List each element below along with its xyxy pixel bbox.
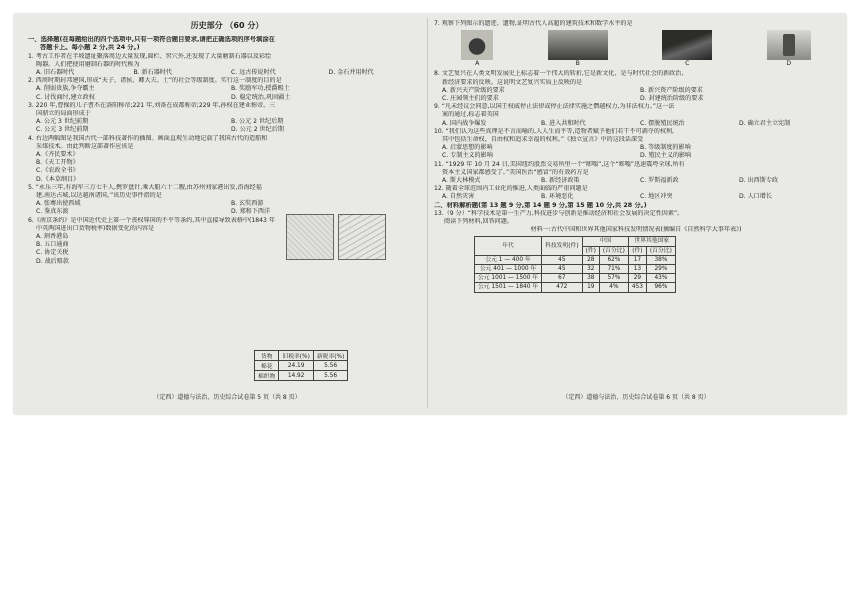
tariff-cell: 棉花 [255, 361, 279, 371]
table-row [475, 265, 676, 274]
answer-option: D. 公元 2 世纪后期 [231, 126, 284, 134]
answer-option: A.《齐民要术》 [36, 151, 79, 159]
q7-image-a [461, 30, 493, 68]
answer-option: D. 确立君主立宪制 [739, 119, 791, 127]
tech-cell: 13 [628, 265, 646, 274]
answer-option: B. 玄奘西游 [231, 200, 264, 208]
answer-option: B. 公元 2 世纪后期 [231, 118, 284, 126]
tech-cell: 96% [646, 283, 675, 292]
question-text: 11. “1929 年 10 月 24 日,美国纽约股票交易所里一个“嘭嗡”,这个“嘭嗡”迅速震垮全球,所有 [434, 160, 685, 168]
tech-subheader: (件) [582, 246, 599, 255]
answer-option: A. 旧石器时代 [36, 69, 75, 77]
answer-option: D. 出西斯专政 [739, 177, 779, 185]
material-title: 材料一:古代中国和世界其他国家科技发明情况表(摘编自《自然科学大事年表》) [530, 226, 742, 234]
answer-option: C. 庄园领主们的要求 [442, 95, 499, 103]
table-row [475, 283, 676, 292]
answer-option: D. 战后赔款 [36, 257, 69, 265]
question-text: 资本主义国家都感受了。”美国医治“感冒”的有效药方是 [442, 168, 589, 176]
right-page [434, 20, 838, 404]
tech-header-total: 科技发明(件) [542, 237, 583, 255]
tariff-cell: 5.56 [313, 371, 347, 381]
answer-options [28, 69, 426, 77]
answer-option: C. 地区冲突 [640, 193, 673, 201]
question-text: 中英两国进出口货物税率)数据变化的内容是 [36, 224, 155, 232]
tech-cell: 17 [628, 255, 646, 264]
image-label: A [475, 60, 480, 68]
tech-cell: 472 [542, 283, 583, 292]
tech-cell: 公元 401 — 1000 年 [475, 265, 542, 274]
tech-cell: 453 [628, 283, 646, 292]
tech-cell: 38% [646, 255, 675, 264]
question-text: 2. 西周时期封邦建国,形成“天子、诸侯、卿大夫、士”的社会等级制度。实行这一制度的目的是 [28, 77, 282, 85]
tech-cell: 28 [582, 255, 599, 264]
question-block [434, 128, 838, 161]
left-page [28, 20, 426, 404]
tariff-table [254, 350, 348, 381]
question-block [28, 184, 426, 217]
question-block [434, 185, 838, 201]
question-text: 6.《南京条约》是中国近代史上第一个丧权辱国的不平等条约,其中直接导致表格中(1843 年 [28, 216, 275, 224]
question-block [28, 135, 426, 184]
shipbuilding-illustration [286, 214, 334, 260]
question-13-line1: 13.（9 分）“科学技术是第一生产力,科技进步与创新是推动经济和社会发展的决定性因素”。 [434, 209, 684, 217]
answer-option: B. 五口通商 [36, 241, 69, 249]
table-row [255, 371, 348, 381]
image-label: B [575, 60, 580, 68]
answer-option: B.《天工开物》 [36, 159, 79, 167]
tech-cell: 公元 1001 — 1500 年 [475, 274, 542, 283]
answer-option: A. 斯大林模式 [442, 177, 481, 185]
tariff-header-goods: 货物 [255, 351, 279, 361]
tariff-table-wrap [254, 350, 348, 381]
answer-option: C. 协定关税 [36, 249, 69, 257]
question-text: 3. 220 年,曹操的儿子曹丕在洛阳称帝;221 年,刘备在成都称帝;229 年,孙权在建业称帝。三 [28, 101, 276, 109]
question-text: 建,南达占城,以达越南诸国。”该历史事件指的是 [36, 192, 162, 200]
answer-options [434, 177, 838, 185]
section2-heading: 二、材料解析题(第 13 题 9 分,第 14 题 9 分,第 15 题 10 分,共 28 分。) [434, 201, 647, 209]
seismograph-image [662, 30, 712, 60]
question-block [434, 103, 838, 128]
image-label: C [685, 60, 690, 68]
tariff-cell: 14.92 [279, 371, 313, 381]
tariff-cell: 棉织物 [255, 371, 279, 381]
answer-option: D. 殖民主义的影响 [640, 152, 692, 160]
answer-option: C. 鉴真东渡 [36, 208, 69, 216]
answer-option: A. 启蒙思想的影响 [442, 144, 493, 152]
page-divider [427, 18, 428, 408]
table-row [475, 255, 676, 264]
image-label: D [786, 60, 792, 68]
question-text: 国鼎立的局面形成于 [36, 110, 91, 118]
monument-image [767, 30, 811, 60]
answer-option: B. 环境恶化 [541, 193, 574, 201]
answer-option: D. 稳定统治,巩固疆土 [231, 93, 291, 101]
question-text: 8. 文艺复兴在人类文明发展史上标志着一个伟大的转折,它是新文化、是与时代社会的新政治、 [434, 70, 688, 78]
q7-images [434, 30, 838, 68]
tech-table [474, 236, 676, 292]
tech-cell: 45 [542, 255, 583, 264]
question-text: 案的通过,标志着英国 [442, 111, 499, 119]
tech-cell: 公元 1501 — 1840 年 [475, 283, 542, 292]
question-block [28, 53, 426, 78]
answer-option: C. 讨伐商纣,建立政权 [36, 93, 95, 101]
answer-options [28, 85, 426, 101]
left-page-title: 历史部分 （60 分） [190, 21, 264, 30]
tech-table-body [475, 255, 676, 292]
left-footer: （定西）道德与法治、历史综合试卷第 5 页（共 8 页） [153, 393, 301, 401]
answer-option: D.《本草纲目》 [36, 175, 80, 183]
answer-options [28, 151, 426, 184]
tech-cell: 45 [542, 265, 583, 274]
tech-header-era: 年代 [475, 237, 542, 255]
answer-option: A. 公元 3 世纪前期 [36, 118, 89, 126]
answer-option: C.《农政全书》 [36, 167, 79, 175]
answer-option: A. 自然灾害 [442, 193, 475, 201]
section1-heading: 一、选择题(在每题给出的四个选项中,只有一项符合题目要求,请把正确选项的序号填涂在 [28, 36, 275, 44]
tariff-header-old: 旧税率(%) [279, 351, 313, 361]
q4-illustrations [286, 214, 386, 260]
coal-mining-illustration [338, 214, 386, 260]
question-block [434, 161, 838, 186]
tech-cell: 62% [599, 255, 628, 264]
question-block [28, 77, 426, 102]
question-text: 其中包括生命权、自由权和追求幸福的权利。”《独立宣言》中的这段话深受 [442, 136, 644, 144]
answer-option: B. 奖励军功,授爵赐土 [231, 85, 290, 93]
table-row [475, 274, 676, 283]
answer-option: A. 国内战争爆发 [442, 119, 487, 127]
answer-options [434, 120, 838, 128]
answer-option: A. 削弱贵族,争夺霸主 [36, 85, 95, 93]
tech-subheader: (百分比) [599, 246, 628, 255]
question-text: 1. 考古工作者在半坡遗址聚落周边大量发现,圆栏、窖穴外,还发现了大量磨制石器以及彩绘 [28, 52, 272, 60]
tech-cell: 19 [582, 283, 599, 292]
answer-option: B. 等级制度的影响 [640, 144, 691, 152]
tech-cell: 公元 1 — 400 年 [475, 255, 542, 264]
answer-option: D. 郑和下西洋 [231, 208, 271, 216]
answer-option: A. 新兴天产阶级的要求 [442, 86, 505, 94]
question-text: 5. “永乐三年,有海军三万七千人,携罗盘针,乘大船六十二艘,由苏州刘家港出发,沿海经福 [28, 183, 262, 191]
tariff-header-new: 新税率(%) [313, 351, 347, 361]
question-text: 12. 随着全球范围内工业化的推进,人类面临的严重问题是 [434, 185, 588, 193]
question-text: 10. “我们认为这些真理是不言而喻的,人人生而平等,造物者赋予他们若干不可剥夺的权利, [434, 127, 674, 135]
great-wall-image [548, 30, 608, 60]
right-footer: （定西）道德与法治、历史综合试卷第 6 页（共 8 页） [562, 393, 710, 401]
answer-option: B. 进入共和时代 [541, 119, 586, 127]
q7-image-c [662, 30, 712, 68]
answer-option: C. 远古传说时代 [231, 69, 276, 77]
answer-option: C. 公元 3 世纪前期 [36, 126, 89, 134]
tech-cell: 4% [599, 283, 628, 292]
answer-option: B. 新石器时代 [133, 69, 173, 77]
answer-options [434, 144, 838, 160]
question-7: 7. 观察下列图示的遗迹、遗物,证明古代人高超的建筑技术和数学水平的是 [434, 20, 633, 27]
table-row [255, 361, 348, 371]
answer-option: C. 专制主义的影响 [442, 152, 493, 160]
answer-options [28, 118, 426, 134]
tech-cell: 29 [628, 274, 646, 283]
right-questions [434, 70, 838, 201]
question-13-line2: 阅读下列材料,回答问题。 [444, 218, 513, 226]
question-block [434, 70, 838, 103]
answer-option: B. 新经济政策 [541, 177, 580, 185]
tech-header-world: 世界其他国家 [628, 237, 675, 246]
answer-option: B. 新兴资产阶级的要求 [640, 86, 703, 94]
tech-cell: 32 [582, 265, 599, 274]
answer-options [434, 193, 838, 201]
question-text: 9. “凡未经议会同意,以国王权威停止法律或停止法律实施之僭越权力,为非法权力。”这一法 [434, 103, 675, 111]
tech-cell: 71% [599, 265, 628, 274]
tariff-cell: 24.19 [279, 361, 313, 371]
answer-option: A. 割香港岛 [36, 233, 69, 241]
question-block [28, 102, 426, 135]
question-text: 采煤技术。由此判断这部著作应该是 [36, 142, 134, 150]
q7-image-d [767, 30, 811, 68]
question-text: 4. 右边两幅图是我国古代一部科技著作的插图。画面直观生动地记载了我国古代的造船和 [28, 134, 268, 142]
vessel-image [461, 30, 493, 60]
section1-heading-cont: 答题卡上。每小题 2 分,共 24 分。) [40, 44, 140, 52]
tech-cell: 43% [646, 274, 675, 283]
tech-subheader: (百分比) [646, 246, 675, 255]
answer-option: D. 封建统治阶级的要求 [640, 95, 704, 103]
answer-option: D. 金石并用时代 [328, 69, 374, 77]
answer-option: C. 摆脱殖民统治 [640, 119, 685, 127]
tech-header-china: 中国 [582, 237, 628, 246]
tech-cell: 38 [582, 274, 599, 283]
tariff-cell: 5.56 [313, 361, 347, 371]
answer-option: A. 张骞出使西域 [36, 200, 81, 208]
tech-subheader: (件) [628, 246, 646, 255]
answer-option: C. 罗斯福新政 [640, 177, 679, 185]
tech-cell: 57% [599, 274, 628, 283]
question-text: 陶器。人们把使用磨制石器的时代称为 [36, 60, 140, 68]
answer-options [434, 87, 838, 103]
q7-image-b [548, 30, 608, 68]
tech-cell: 29% [646, 265, 675, 274]
tech-cell: 67 [542, 274, 583, 283]
answer-option: D. 人口增长 [739, 193, 772, 201]
exam-sheet [14, 14, 846, 414]
question-text: 新经济要求的反映。这说明文艺复兴实质上反映的是 [442, 78, 583, 86]
